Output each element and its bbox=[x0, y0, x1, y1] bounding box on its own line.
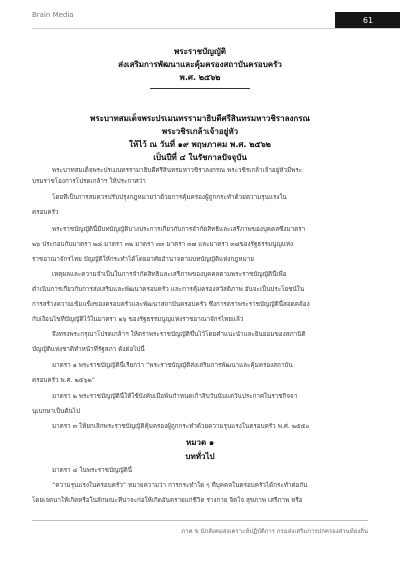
royal-name: พระบาทสมเด็จพระปรเมนทรรามาธิบดีศรีสินทรมหาวชิราลงกรณ bbox=[90, 114, 310, 123]
body-line: โดยที่เป็นการสมควรปรับปรุงกฎหมายว่าด้วยการคุ้มครองผู้ถูกกระทำด้วยความรุนแรงใน bbox=[52, 194, 287, 201]
chapter-number: หมวด ๑ bbox=[185, 438, 215, 447]
chapter-title: บททั่วไป bbox=[185, 452, 215, 461]
body-line: จึงทรงพระกรุณาโปรดเกล้าฯ ให้ตราพระราชบัญญัติขึ้นไว้โดยคำแนะนำและยินยอมของสภานิติ bbox=[52, 331, 306, 338]
body-line: กับเงื่อนไขที่บัญญัติไว้ในมาตรา ๒๖ ของรัฐธรรมนูญแห่งราชอาณาจักรไทยแล้ว bbox=[32, 316, 244, 323]
definition-line: “ความรุนแรงในครอบครัว” หมายความว่า การกระทำใด ๆ ที่บุคคลในครอบครัวได้กระทำต่อกัน bbox=[52, 482, 308, 489]
act-title: พระราชบัญญัติ bbox=[174, 47, 226, 56]
body-line: ดำเนินการเกี่ยวกับการส่งเสริมและพัฒนาครอบครัว และการคุ้มครองสวัสดิภาพ อันจะเป็นประโยชน์ใน bbox=[32, 286, 305, 293]
act-year: พ.ศ. ๒๕๖๒ bbox=[179, 73, 221, 82]
body-line: ๒๖ ประกอบกับมาตรา ๒๘ มาตรา ๓๒ มาตรา ๓๓ มาตรา ๓๗ และมาตรา ๓๘ของรัฐธรรมนูญแห่ง bbox=[32, 241, 294, 248]
body-line: ครอบครัว bbox=[32, 209, 59, 216]
act-subtitle: ส่งเสริมการพัฒนาและคุ้มครองสถาบันครอบครัว bbox=[118, 60, 282, 69]
section-3-line: มาตรา ๓ ให้ยกเลิกพระราชบัญญัติคุ้มครองผู้ถูกกระทำด้วยความรุนแรงในครอบครัว พ.ศ. ๒๕๕๐ bbox=[52, 423, 310, 430]
brand-label: Brain Media bbox=[32, 11, 74, 19]
royal-title: พระวชิรเกล้าเจ้าอยู่หัว bbox=[161, 127, 239, 136]
section-2-line: มาตรา ๒ พระราชบัญญัตินี้ให้ใช้บังคับเมื่อพ้นกำหนดเก้าสิบวันนับแต่วันประกาศในราชกิจจา bbox=[52, 393, 298, 400]
body-line: ราชอาณาจักรไทย บัญญัติให้กระทำได้โดยอาศัยอำนาจตามบทบัญญัติแห่งกฎหมาย bbox=[32, 256, 254, 263]
title-divider bbox=[150, 88, 250, 89]
header-divider bbox=[32, 28, 400, 29]
section-4-line: มาตรา ๔ ในพระราชบัญญัตินี้ bbox=[52, 467, 133, 474]
body-line: บรมราชโองการโปรดเกล้าฯ ให้ประกาศว่า bbox=[32, 178, 146, 185]
body-line: เหตุผลและความจำเป็นในการจำกัดสิทธิและเสรีภาพของบุคคลตามพระราชบัญญัตินี้เพื่อ bbox=[52, 271, 287, 278]
section-2-line: นุเบกษาเป็นต้นไป bbox=[32, 408, 80, 415]
page-number-badge: 61 bbox=[335, 12, 400, 29]
body-line: การสร้างความเข้มแข็งของครอบครัวและพัฒนาสถาบันครอบครัว ซึ่งการตราพระราชบัญญัตินี้สอดคล้อง bbox=[32, 301, 310, 308]
reign-year: เป็นปีที่ ๔ ในรัชกาลปัจจุบัน bbox=[153, 153, 247, 162]
body-line: บัญญัติแห่งชาติทำหน้าที่รัฐสภา ดังต่อไปนี้ bbox=[32, 346, 145, 353]
section-1-line: มาตรา ๑ พระราชบัญญัตินี้เรียกว่า “พระราชบัญญัติส่งเสริมการพัฒนาและคุ้มครองสถาบัน bbox=[52, 362, 293, 369]
footer-text: ภาค ข นักสังคมสงเคราะห์ปฏิบัติการ กรมส่งเสริมการปกครองส่วนท้องถิ่น bbox=[181, 528, 368, 535]
section-1-line: ครอบครัว พ.ศ. ๒๕๖๒” bbox=[32, 377, 95, 384]
footer-divider bbox=[32, 520, 368, 521]
body-line: พระราชบัญญัตินี้มีบทบัญญัติบางประการเกี่ยวกับการจำกัดสิทธิและเสรีภาพของบุคคลซึ่งมาตรา bbox=[52, 226, 306, 233]
definition-line: โดยเจตนาให้เกิดหรือในลักษณะที่น่าจะก่อให้เกิดอันตรายแก่ชีวิต ร่างกาย จิตใจ สุขภาพ เสรีภาพ หรือ bbox=[32, 497, 303, 504]
given-date: ให้ไว้ ณ วันที่ ๑๙ พฤษภาคม พ.ศ. ๒๕๖๒ bbox=[129, 140, 271, 149]
body-line: พระบาทสมเด็จพระปรเมนทรรามาธิบดีศรีสินทรมหาวชิราลงกรณ พระวชิรเกล้าเจ้าอยู่หัวมีพระ bbox=[52, 167, 303, 174]
